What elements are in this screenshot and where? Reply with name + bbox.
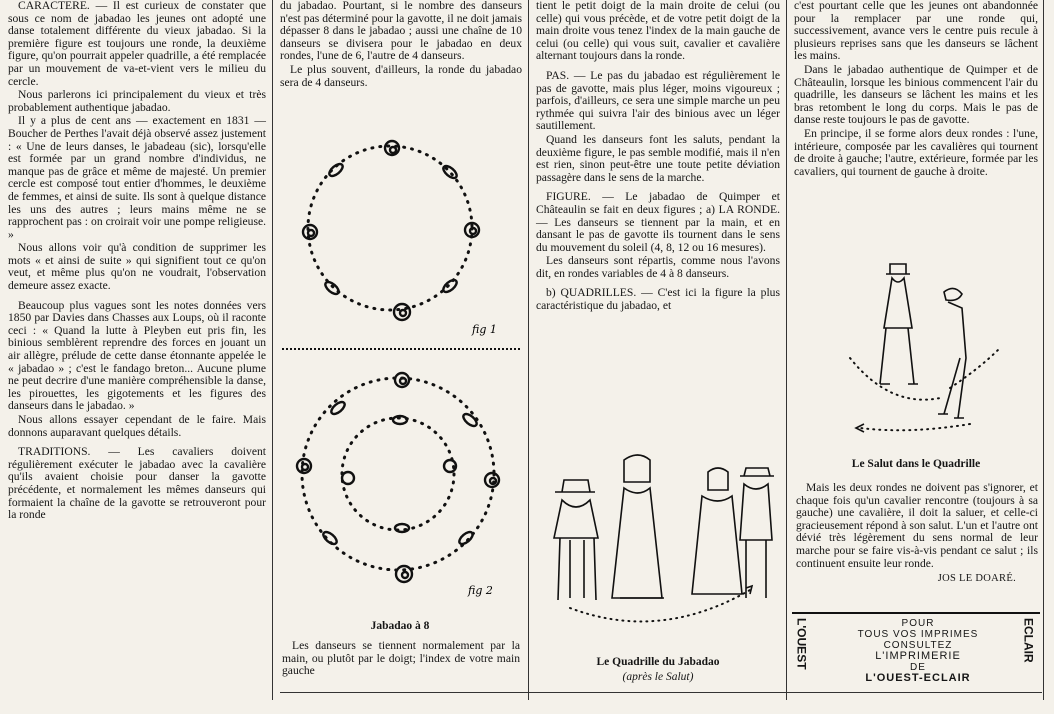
figure-1-round-dance	[290, 128, 512, 348]
caption-jabadao-8: Jabadao à 8	[370, 620, 430, 632]
caption-salut: Le Salut dans le Quadrille	[851, 458, 981, 470]
paragraph: CARACTERE. — Il est curieux de constater que sous ce nom de jabadao les jeunes ont adopté une danse totalement différente du vieux jabadao. Si la première figure est toujours une ronde, la deuxième figure, qu'on pourrait appeler quadrille, a été remplacée par un mouvement de va-et-vient vers le milieu du cercle.	[8, 0, 266, 88]
caption-quadrille: Le Quadrille du Jabadao	[596, 656, 720, 668]
paragraph: FIGURE. — Le jabadao de Quimper et Châteaulin se fait en deux figures ; a) LA RONDE. — Les danseurs se tiennent par la main, et en dansant le pas de gavotte ils tournent dans le sens du mouvement du soleil (4, 8, 12 ou 16 mesures).	[536, 190, 780, 254]
dotted-divider	[282, 348, 520, 350]
paragraph: En principe, il se forme alors deux rondes : l'une, intérieure, composée par les cavalières qui tournent de droite à gauche; l'autre, extérieure, formée par les cavaliers, qui tournent de gauche à droite.	[794, 126, 1038, 178]
paragraph: Les danseurs sont répartis, comme nous l'avons dit, en rondes variables de 4 à 8 danseurs.	[536, 254, 780, 280]
column-rule	[1043, 0, 1044, 700]
column-rule	[786, 0, 787, 700]
ad-line: POUR	[901, 618, 935, 629]
paragraph: Nous allons voir qu'à condition de supprimer les mots « et ainsi de suite » qui signifient tout ce qu'on veut, et même plus qu'on ne voudrait, l'observation demeure assez exacte.	[8, 241, 266, 293]
column-3	[536, 0, 780, 314]
paragraph: Nous allons essayer cependant de le faire. Mais donnons auparavant quelques détails.	[8, 413, 266, 439]
paragraph: PAS. — Le pas du jabadao est régulièrement le pas de gavotte, mais plus léger, moins vigoureux ; parfois, d'ailleurs, ce sera une simple marche un peu rythmée qui suivra l'air des binious avec un léger sautillement.	[536, 68, 780, 133]
paragraph: Les danseurs se tiennent normalement par la main, ou plutôt par le doigt; l'index de votre main gauche	[282, 639, 520, 678]
column-2-top	[280, 0, 522, 90]
ad-line: L'OUEST-ECLAIR	[865, 672, 971, 684]
ad-line: CONSULTEZ	[883, 640, 953, 651]
quadrille-illustration	[540, 440, 780, 640]
figure-1-label: fig 1	[472, 323, 497, 336]
column-rule	[272, 0, 273, 700]
ad-line: TOUS VOS IMPRIMES	[857, 629, 979, 640]
paragraph: Beaucoup plus vagues sont les notes données vers 1850 par Davies dans Chasses aux Loups, où il raconte ceci : « Quand la lutte à Pleyben eut pris fin, les binious semblèrent reprendre des forces en jouant un air allègre, prélude de cette danse étonnante appelée le « jabadao » ; c'est le fandago breton... Aucune plume ne peut decrire d'une manière compréhensible la danse, les pirouettes, les gigotements et les figures des danseurs dans le jabadao. »	[8, 298, 266, 413]
paragraph: Le plus souvent, d'ailleurs, la ronde du jabadao sera de 4 danseurs.	[280, 62, 522, 89]
column-4-bottom	[796, 482, 1038, 586]
paragraph: tient le petit doigt de la main droite de celui (ou celle) qui vous précède, et de votre petit doigt de la main droite vous tenez l'index de la main gauche de celui (ou celle) qui vous suit, cavalier et cavalière alternant toujours dans la ronde.	[536, 0, 780, 63]
ad-right-vertical	[1020, 618, 1036, 665]
paragraph: Nous parlerons ici principalement du vieux et très probablement authentique jabadao.	[8, 88, 266, 114]
ad-line: DE	[910, 662, 926, 673]
column-rule	[528, 0, 529, 700]
paragraph: TRADITIONS. — Les cavaliers doivent régulièrement exécuter le jabadao avec la cavalière qu'ils avaient choisie pour danser la gavotte précédente, et normalement les mêmes danseurs qui formaient la chaîne de la gavotte se retrouveront pour la ronde	[8, 445, 266, 522]
paragraph: Mais les deux rondes ne doivent pas s'ignorer, et chaque fois qu'un cavalier rencontre (toujours à sa gauche) une cavalière, il doit la saluer, et celle-ci gracieusement répond à son salut. L'un et l'autre ont dévié très légèrement du sens normal de leur marche pour se faire vis-à-vis pendant ce salut ; ils continuent ensuite leur ronde.	[796, 481, 1038, 570]
figure-2-label: fig 2	[468, 584, 493, 597]
paragraph: Il y a plus de cent ans — exactement en 1831 — Boucher de Perthes l'avait déjà observé assez justement : « Une de leurs danses, le jabadeau (sic), lorsqu'elle est formée par un grand nombre d'individus, ne manque pas de grâce et même de majesté. Un premier cercle est composé tout entier d'hommes, le deuxième de femmes, et ainsi de suite. Ils sont à quelque distance les uns des autres ; leurs mains même ne se rapprochent pas : on croirait voir une pompe religieuse. »	[8, 114, 266, 241]
paragraph: Dans le jabadao authentique de Quimper et de Châteaulin, lorsque les binious commencent l'air du quadrille, les danseurs se lâchent les mains et les bras retombent le long du corps. Mais le pas de danse reste toujours le pas de gavotte.	[794, 62, 1038, 127]
paragraph: du jabadao. Pourtant, si le nombre des danseurs n'est pas déterminé pour la gavotte, il ne doit jamais dépasser 8 dans le jabadao ; aussi une chaîne de 10 danseurs se divisera pour le jabadao en deux rondes, l'une de 6, l'autre de 4 danseurs.	[280, 0, 522, 63]
paragraph: b) QUADRILLES. — C'est ici la figure la plus caractéristique du jabadao, et	[536, 286, 780, 313]
salut-illustration	[820, 248, 1020, 448]
ad-top-rule	[792, 612, 1040, 614]
figure-2-double-round	[290, 362, 512, 598]
column-2-bottom	[282, 640, 520, 679]
bottom-rule	[280, 692, 1042, 693]
ad-left-vertical-text: L'OUEST	[794, 618, 809, 670]
advertisement	[820, 618, 1016, 684]
caption-quadrille-sub: (après le Salut)	[622, 671, 694, 683]
ad-line: L'IMPRIMERIE	[875, 650, 961, 662]
column-1	[8, 0, 266, 523]
column-4	[794, 0, 1038, 179]
paragraph: c'est pourtant celle que les jeunes ont abandonnée pour la remplacer par une ronde qui, successivement, avance vers le centre puis recule à plusieurs reprises sans que les danseurs se lâchent les mains.	[794, 0, 1038, 63]
author-signature: JOS LE DOARÉ.	[937, 573, 1016, 585]
ad-left-vertical	[793, 618, 809, 672]
ad-right-vertical-text: ECLAIR	[1021, 618, 1036, 663]
paragraph: Quand les danseurs font les saluts, pendant la deuxième figure, le pas semble modifié, mais il n'en est rien, sinon peut-être une toute petite déviation passagère dans le sens de la marche.	[536, 132, 780, 184]
